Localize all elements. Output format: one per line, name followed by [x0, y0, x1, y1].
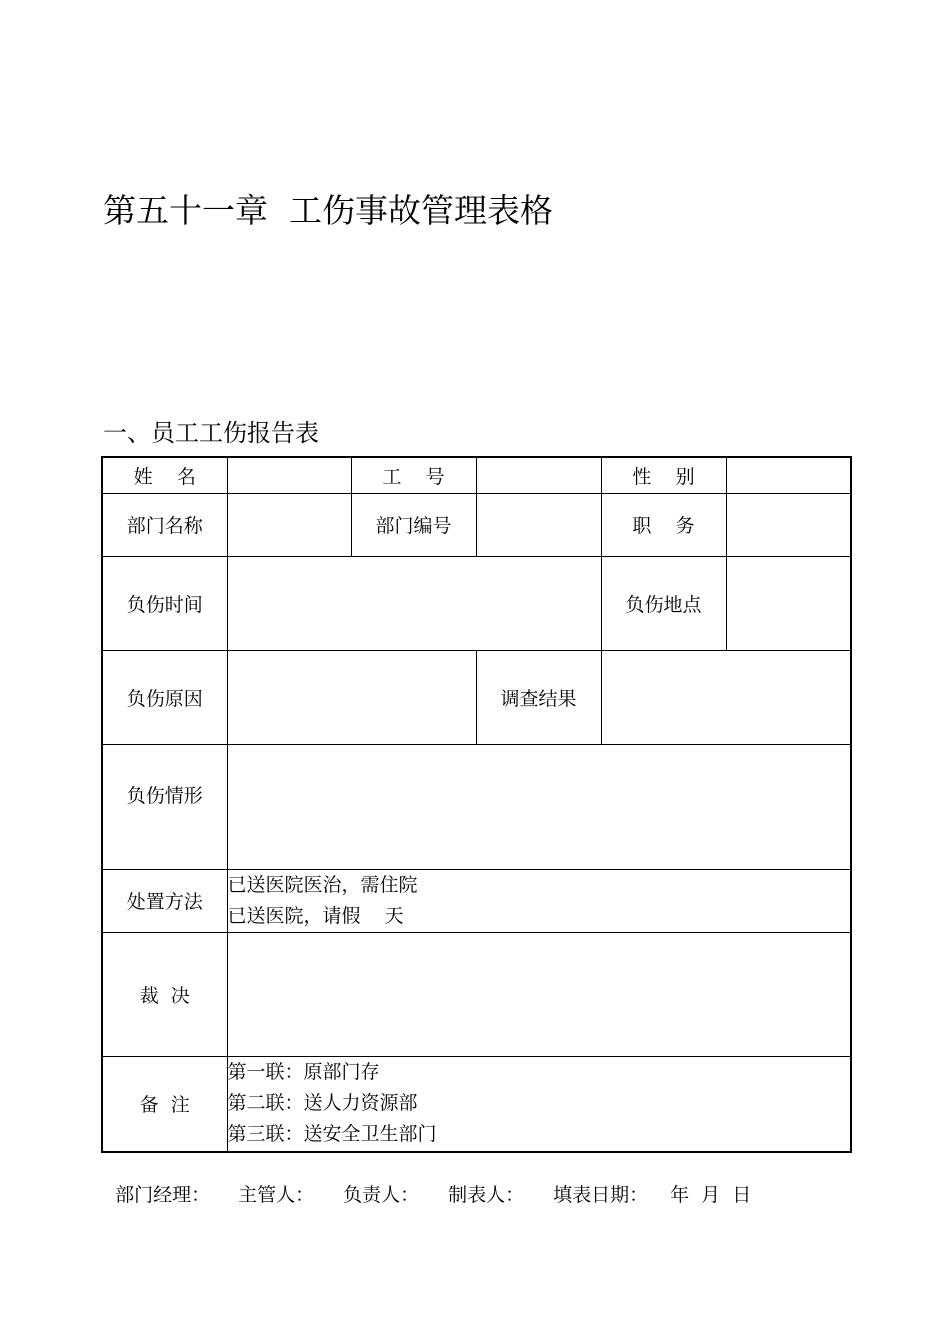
table-row: [102, 932, 851, 1056]
handling-field[interactable]: [227, 869, 851, 932]
table-row: [102, 493, 851, 556]
handling-label: 处置方法: [102, 869, 227, 932]
responsible-label: 负责人：: [343, 1184, 420, 1206]
injury-situation-label: [102, 744, 227, 869]
dept-code-field[interactable]: [476, 493, 601, 556]
handling-option: 已送医院，请假 天: [227, 904, 404, 927]
table-row: [102, 1056, 851, 1152]
dept-name-label: 部门名称: [102, 493, 227, 556]
name-label: 姓 名: [102, 457, 227, 493]
table-row: [102, 869, 851, 932]
remarks-line: 第一联：原部门存: [227, 1061, 380, 1084]
remarks-field: [227, 1056, 851, 1152]
table-row: [102, 457, 851, 493]
fill-date-label: 填表日期：: [553, 1184, 649, 1206]
section-title: 一、员工工伤报告表: [103, 419, 319, 447]
gender-label: 性 别: [601, 457, 726, 493]
injury-time-label: 负伤时间: [102, 556, 227, 650]
injury-cause-field[interactable]: [227, 650, 476, 744]
table-row: [102, 556, 851, 650]
remarks-label: 备 注: [102, 1056, 227, 1152]
investigation-field[interactable]: [601, 650, 851, 744]
employee-id-label: 工 号: [351, 457, 476, 493]
investigation-label: 调查结果: [476, 650, 601, 744]
table-row: [102, 650, 851, 744]
name-field[interactable]: [227, 457, 351, 493]
preparer-label: 制表人：: [448, 1184, 525, 1206]
injury-time-field[interactable]: [227, 556, 601, 650]
injury-cause-label: 负伤原因: [102, 650, 227, 744]
dept-name-field[interactable]: [227, 493, 351, 556]
verdict-label: 裁 决: [102, 932, 227, 1056]
handling-option: 已送医院医治，需住院: [227, 873, 418, 896]
table-row: [102, 744, 851, 869]
gender-field[interactable]: [726, 457, 851, 493]
remarks-line: 第二联：送人力资源部: [227, 1092, 418, 1115]
dept-manager-label: 部门经理：: [115, 1184, 211, 1206]
supervisor-label: 主管人：: [238, 1184, 315, 1206]
injury-place-label: 负伤地点: [601, 556, 726, 650]
date-units: 年 月 日: [670, 1184, 752, 1206]
signature-footer: [103, 1158, 751, 1207]
injury-report-form: [101, 456, 852, 1153]
page-title: 第五十一章 工伤事故管理表格: [103, 191, 553, 230]
verdict-field[interactable]: [227, 932, 851, 1056]
injury-situation-label-text: 负伤情形: [126, 784, 203, 807]
remarks-line: 第三联：送安全卫生部门: [227, 1123, 437, 1146]
position-label: 职 务: [601, 493, 726, 556]
employee-id-field[interactable]: [476, 457, 601, 493]
injury-situation-field[interactable]: [227, 744, 851, 869]
position-field[interactable]: [726, 493, 851, 556]
injury-place-field[interactable]: [726, 556, 851, 650]
dept-code-label: 部门编号: [351, 493, 476, 556]
